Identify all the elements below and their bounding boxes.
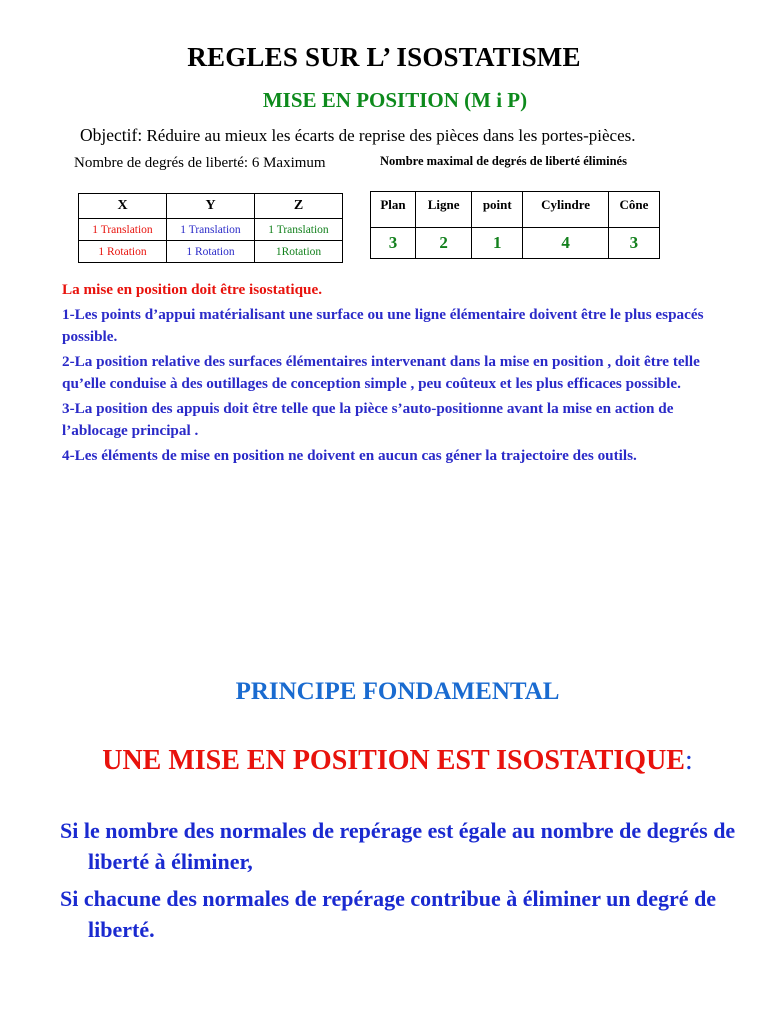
dof-table: [78, 193, 343, 263]
dof-header-y: Y: [167, 194, 255, 219]
dof-rotation-row: [79, 241, 343, 263]
elim-header-cone: Cône: [608, 192, 659, 228]
rotation-z: 1Rotation: [255, 241, 343, 263]
objective-text: Réduire au mieux les écarts de reprise des pièces dans les portes-pièces.: [142, 126, 636, 145]
principle-statement: UNE MISE EN POSITION EST ISOSTATIQUE: [102, 745, 685, 776]
translation-x: 1 Translation: [79, 219, 167, 241]
elim-header-cylindre: Cylindre: [523, 192, 608, 228]
rule-2: 2-La position relative des surfaces élémentaires intervenant dans la mise en position , doit être telle qu’elle conduise à des outillages de conception simple , peu coûteux et les plus efficaces possible.: [62, 352, 700, 392]
elimination-header-row: [371, 192, 660, 228]
principle-colon: :: [684, 745, 693, 776]
principle-conditions: [60, 815, 740, 951]
rotation-x: 1 Rotation: [79, 241, 167, 263]
rule-4: 4-Les éléments de mise en position ne doivent en aucun cas géner la trajectoire des outils.: [62, 446, 637, 464]
elim-value-ligne: 2: [416, 228, 472, 259]
rotation-y: 1 Rotation: [167, 241, 255, 263]
objective-label: Objectif:: [80, 125, 143, 145]
elim-header-point: point: [472, 192, 523, 228]
elimination-value-row: [371, 228, 660, 259]
translation-z: 1 Translation: [255, 219, 343, 241]
rule-3: 3-La position des appuis doit être telle que la pièce s’auto-positionne avant la mise en action de l’ablocage principal .: [62, 399, 674, 439]
rules-section: [62, 279, 712, 469]
principle-statement-wrap: [0, 745, 768, 777]
condition-1: Si le nombre des normales de repérage est égale au nombre de degrés de liberté à éliminer,: [60, 818, 736, 874]
dof-text: Nombre de degrés de liberté: 6 Maximum: [74, 155, 326, 171]
elimination-table: [370, 191, 660, 259]
principle-heading: PRINCIPE FONDAMENTAL: [235, 678, 560, 705]
elim-header-plan: Plan: [371, 192, 416, 228]
condition-2: Si chacune des normales de repérage contribue à éliminer un degré de liberté.: [60, 886, 717, 942]
elim-value-point: 1: [472, 228, 523, 259]
elim-value-plan: 3: [371, 228, 416, 259]
dof-translation-row: [79, 219, 343, 241]
dof-header-z: Z: [255, 194, 343, 219]
rules-intro: La mise en position doit être isostatique.: [62, 281, 323, 298]
page-subtitle: MISE EN POSITION (M i P): [262, 88, 528, 112]
dof-table-header-row: [79, 194, 343, 219]
elim-header-ligne: Ligne: [416, 192, 472, 228]
dof-header-x: X: [79, 194, 167, 219]
elimination-title: Nombre maximal de degrés de liberté éliminés: [380, 154, 627, 168]
objective: [80, 125, 636, 146]
page-title: REGLES SUR L’ ISOSTATISME: [187, 42, 581, 72]
elim-value-cylindre: 4: [523, 228, 608, 259]
rule-1: 1-Les points d’appui matérialisant une surface ou une ligne élémentaire doivent être le plus espacés possible.: [62, 305, 704, 345]
translation-y: 1 Translation: [167, 219, 255, 241]
elim-value-cone: 3: [608, 228, 659, 259]
